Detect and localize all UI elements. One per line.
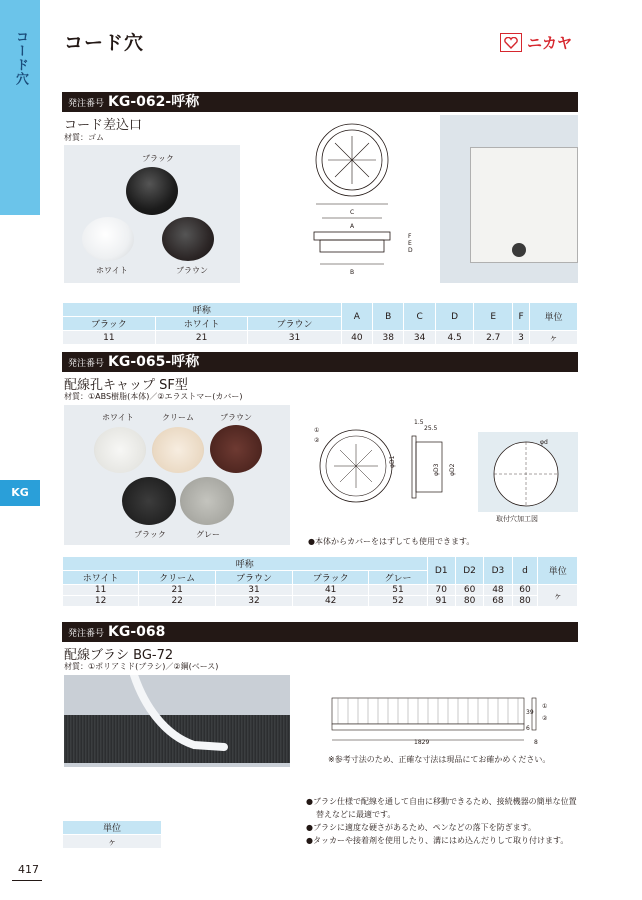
table-cell: 60 [512, 585, 538, 596]
material-text: 材質：①ABS樹脂(本体)／②エラストマー(カバー) [64, 392, 243, 401]
kg065-dimension-drawing [308, 418, 478, 510]
header-c: C [404, 303, 435, 331]
order-prefix: 発注番号 [68, 359, 105, 369]
dim-label-e: E [408, 240, 412, 247]
reference-note: ※参考寸法のため、正確な寸法は現品にてお確かめください。 [328, 755, 551, 764]
product-code: KG-065-呼称 [108, 354, 200, 370]
table-cell: 3 [513, 331, 530, 345]
product-name: 配線孔キャップ SF型 [64, 378, 188, 393]
section-header-kg062 [62, 92, 578, 112]
table-cell: 12 [63, 596, 139, 607]
dim-label-d1: φD1 [389, 455, 396, 468]
material-text: 材質：①ポリアミド(ブラシ)／②鋼(ベース) [64, 662, 219, 671]
table-cell: 52 [369, 596, 427, 607]
header-unit: 単位 [63, 821, 162, 835]
header-unit: 単位 [530, 303, 578, 331]
callout-1: ① [542, 703, 548, 710]
table-cell-unit: ヶ [538, 585, 578, 607]
dim-label-b: B [350, 269, 355, 276]
kg068-dimension-drawing [328, 690, 558, 750]
brush-install-photo [64, 675, 290, 767]
feature-bullet: ●ブラシに適度な硬さがあるため、ペンなどの落下を防ぎます。 [306, 823, 537, 832]
header-d2: D2 [455, 557, 483, 585]
kg065-spec-table [62, 556, 578, 607]
black-cap [122, 477, 176, 525]
table-cell: 41 [292, 585, 368, 596]
header-d: D [435, 303, 474, 331]
side-index-tab [0, 0, 40, 215]
callout-2: ② [542, 715, 548, 722]
table-cell: 32 [216, 596, 293, 607]
table-cell: 80 [455, 596, 483, 607]
page-title: コード穴 [64, 32, 145, 54]
material-text: 材質：ゴム [64, 133, 104, 142]
grommet-in-cabinet [512, 243, 526, 257]
table-row [63, 596, 578, 607]
header-brown: ブラウン [248, 317, 341, 331]
table-cell: 60 [455, 585, 483, 596]
brand-name: ニカヤ [527, 34, 573, 52]
header-d: d [512, 557, 538, 585]
dim-label-base: 6 [526, 725, 530, 732]
table-cell: 11 [63, 585, 139, 596]
feature-bullet-cont: 替えなどに最適です。 [316, 810, 396, 819]
header-f: F [513, 303, 530, 331]
table-cell: ヶ [63, 835, 162, 849]
feature-bullet: ●タッカーや接着剤を使用したり、溝にはめ込んだりして取り付けます。 [306, 836, 569, 845]
dim-label-height: 39 [526, 709, 534, 716]
heart-logo-icon [500, 33, 522, 52]
table-row [63, 835, 162, 849]
table-cell: 38 [373, 331, 404, 345]
side-index-label: コード穴 [13, 30, 28, 86]
callout-1: ① [314, 427, 320, 434]
header-nominal: 呼称 [63, 557, 428, 571]
dim-label-d: D [408, 247, 413, 254]
kg062-dimension-drawing [300, 120, 420, 280]
table-row [63, 585, 578, 596]
usage-note: ●本体からカバーをはずしても使用できます。 [308, 537, 475, 546]
dim-label-c: C [350, 209, 355, 216]
table-cell: 22 [139, 596, 216, 607]
header-white: ホワイト [155, 317, 248, 331]
table-cell: 40 [341, 331, 372, 345]
header-unit: 単位 [538, 557, 578, 585]
header-d3: D3 [484, 557, 512, 585]
table-cell: 31 [248, 331, 341, 345]
furniture-install-photo [440, 115, 578, 283]
table-cell: 2.7 [474, 331, 513, 345]
header-nominal: 呼称 [63, 303, 342, 317]
brand-logo [500, 32, 572, 53]
brown-grommet [162, 217, 214, 261]
table-cell: 34 [404, 331, 435, 345]
header-b: B [373, 303, 404, 331]
feature-bullet: ●ブラシ仕様で配線を通して自由に移動できるため、接続機器の簡単な位置 [306, 797, 577, 806]
dim-label-width: 8 [534, 739, 538, 746]
table-cell: 80 [512, 596, 538, 607]
product-code: KG-068 [108, 624, 166, 640]
color-label-white: ホワイト [102, 413, 134, 422]
header-cream: クリーム [139, 571, 216, 585]
cutout-caption: 取付穴加工図 [496, 515, 538, 523]
color-label-black: ブラック [134, 530, 166, 539]
callout-2: ② [314, 437, 320, 444]
dim-label-a: A [350, 223, 355, 230]
header-white: ホワイト [63, 571, 139, 585]
header-d1: D1 [427, 557, 455, 585]
section-header-kg068 [62, 622, 578, 642]
header-a: A [341, 303, 372, 331]
table-cell: 21 [139, 585, 216, 596]
dim-label-length: 1829 [414, 739, 430, 746]
dim-label-f: F [408, 233, 412, 240]
product-name: コード差込口 [64, 118, 143, 133]
header-gray: グレー [369, 571, 427, 585]
table-cell: 48 [484, 585, 512, 596]
kg068-spec-table [62, 820, 162, 849]
product-code: KG-062-呼称 [108, 94, 200, 110]
table-cell: 11 [63, 331, 156, 345]
header-brown: ブラウン [216, 571, 293, 585]
cream-cap [152, 427, 204, 473]
color-label-cream: クリーム [162, 413, 194, 422]
color-label-brown: ブラウン [220, 413, 252, 422]
gray-cap [180, 477, 234, 525]
header-black: ブラック [292, 571, 368, 585]
color-label-black: ブラック [142, 154, 174, 163]
table-cell: 51 [369, 585, 427, 596]
table-cell: 70 [427, 585, 455, 596]
color-label-gray: グレー [196, 530, 220, 539]
header-e: E [474, 303, 513, 331]
color-label-white: ホワイト [96, 266, 128, 275]
product-photo-caps [64, 405, 290, 545]
table-cell: 68 [484, 596, 512, 607]
section-header-kg065 [62, 352, 578, 372]
table-cell: 31 [216, 585, 293, 596]
page-number-rule [12, 880, 42, 881]
white-cap [94, 427, 146, 473]
product-photo-grommets [64, 145, 240, 283]
brown-cap [210, 425, 262, 473]
table-cell: 42 [292, 596, 368, 607]
order-prefix: 発注番号 [68, 629, 105, 639]
dim-label-d3: φD3 [433, 463, 440, 476]
page-number: 417 [18, 863, 39, 876]
black-grommet [126, 167, 178, 215]
cutout-drawing [478, 432, 578, 512]
product-name: 配線ブラシ BG-72 [64, 648, 174, 663]
dim-label-d2: φD2 [449, 463, 456, 476]
dim-label-thickness: 1.5 [414, 419, 424, 426]
color-label-brown: ブラウン [176, 266, 208, 275]
kg-index-tab: KG [0, 480, 40, 506]
table-row [63, 331, 578, 345]
header-black: ブラック [63, 317, 156, 331]
table-cell: 21 [155, 331, 248, 345]
table-cell: 91 [427, 596, 455, 607]
dim-label-depth: 25.5 [424, 425, 438, 432]
white-grommet [82, 217, 134, 261]
dim-label-d: φd [540, 439, 548, 446]
kg062-spec-table [62, 302, 578, 345]
table-cell: 4.5 [435, 331, 474, 345]
order-prefix: 発注番号 [68, 99, 105, 109]
table-cell: ヶ [530, 331, 578, 345]
